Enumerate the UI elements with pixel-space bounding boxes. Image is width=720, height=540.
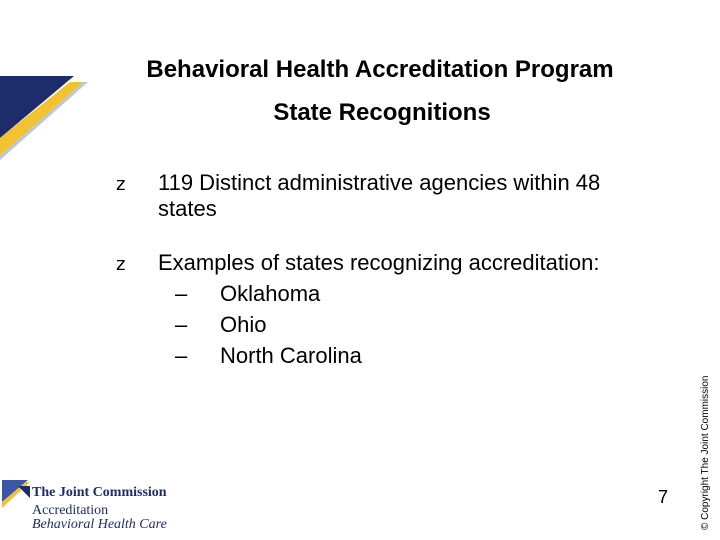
bullet-marker-glyph: z bbox=[116, 254, 126, 275]
sub-list-item bbox=[175, 281, 320, 307]
sub-list-text: North Carolina bbox=[220, 343, 362, 368]
footer-logo-line3: Behavioral Health Care bbox=[32, 517, 167, 532]
footer-logo-line1: The Joint Commission bbox=[32, 485, 167, 500]
sub-list-dash: – bbox=[175, 312, 188, 337]
slide-subtitle: State Recognitions bbox=[273, 99, 491, 126]
sub-list-dash: – bbox=[175, 281, 188, 306]
sub-list-dash: – bbox=[175, 343, 188, 368]
slide-title: Behavioral Health Accreditation Program bbox=[146, 56, 614, 83]
footer-logo-mark-icon bbox=[0, 476, 32, 510]
sub-list-text: Ohio bbox=[220, 312, 267, 337]
footer-logo-line2: Accreditation bbox=[32, 503, 109, 518]
joint-commission-footer-logo bbox=[0, 474, 180, 534]
sub-list-item bbox=[175, 343, 362, 369]
sub-list-text: Oklahoma bbox=[220, 281, 321, 306]
page-number: 7 bbox=[658, 487, 669, 507]
bullet-marker-icon bbox=[113, 250, 133, 276]
sub-list-item bbox=[175, 312, 266, 338]
bullet-text: 119 Distinct administrative agencies within 48 states bbox=[158, 170, 601, 221]
bullet-marker-icon bbox=[113, 170, 133, 196]
bullet-text: Examples of states recognizing accreditation: bbox=[158, 250, 600, 275]
copyright-notice: © Copyright The Joint Commission bbox=[700, 375, 711, 530]
bullet-marker-glyph: z bbox=[116, 174, 126, 195]
